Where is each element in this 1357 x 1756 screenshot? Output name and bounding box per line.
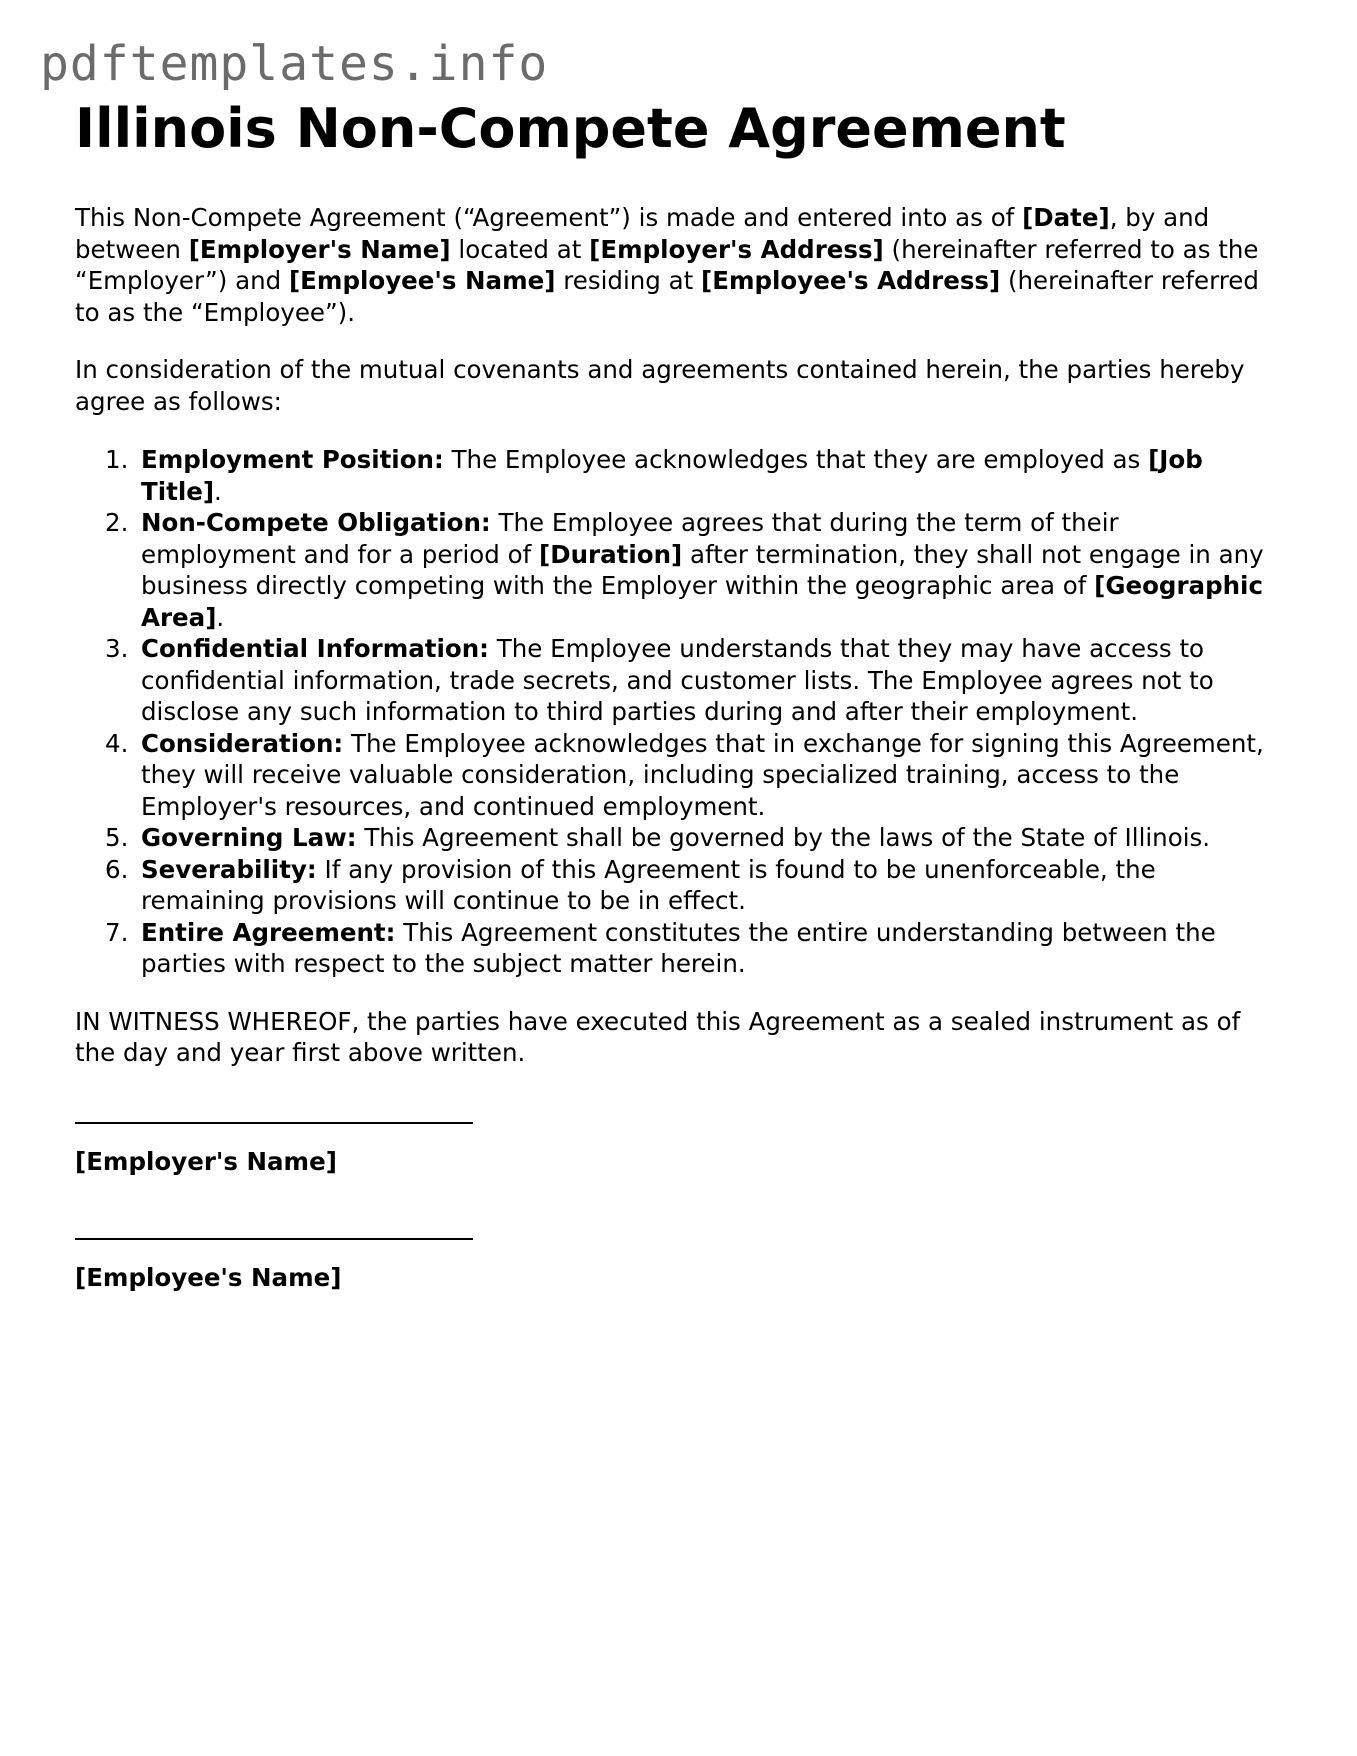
term-heading: Severability:	[141, 854, 317, 884]
term-text: after termination, they shall not engage in any business directly competing with the Employer within the geographic area of	[141, 539, 1264, 600]
term-number: 3.	[105, 634, 129, 663]
term-text: The Employee understands that they may have access to confidential information, trade secrets, and customer lists. The Employee agrees not to disclose any such information to third parties during and after their employment.	[141, 634, 1214, 726]
date-placeholder: [Date]	[1022, 203, 1110, 232]
term-text: .	[216, 602, 225, 632]
employer-name-placeholder: [Employer's Name]	[188, 234, 451, 264]
term-text: The Employee acknowledges that in exchange for signing this Agreement, they will receive valuable consideration, including specialized training, access to the Employer's resources, and continued employment.	[141, 728, 1264, 821]
geographic-area-placeholder: [Geographic Area]	[141, 571, 1263, 632]
term-heading: Entire Agreement:	[141, 917, 396, 947]
term-heading: Consideration:	[141, 728, 344, 758]
term-heading: Governing Law:	[141, 823, 357, 852]
intro-text: This Non-Compete Agreement (“Agreement”) is made and entered into as of	[75, 203, 1023, 232]
document	[75, 96, 1275, 1294]
employer-address-placeholder: [Employer's Address]	[589, 234, 884, 264]
duration-placeholder: [Duration]	[539, 539, 683, 569]
job-title-placeholder: [Job Title]	[141, 445, 1203, 506]
term-text: This Agreement constitutes the entire understanding between the parties with respect to the subject matter herein.	[141, 917, 1216, 978]
intro-text: (hereinafter referred to as the “Employee”).	[75, 266, 1259, 327]
term-number: 4.	[105, 728, 129, 758]
intro-text: residing at	[555, 266, 702, 295]
terms-list	[75, 444, 1275, 980]
intro-paragraph	[75, 202, 1275, 328]
term-governing-law	[105, 822, 1275, 854]
intro-text: located at	[450, 234, 590, 264]
term-heading: Non-Compete Obligation:	[141, 508, 491, 537]
employee-signature-line	[75, 1238, 473, 1240]
lead-paragraph: In consideration of the mutual covenants and agreements contained herein, the parties hereby agree as follows:	[75, 355, 1245, 416]
term-number: 1.	[105, 445, 129, 474]
term-text: The Employee acknowledges that they are employed as	[443, 445, 1149, 474]
employer-signature-name: [Employer's Name]	[75, 1146, 337, 1176]
term-number: 7.	[105, 917, 129, 947]
term-employment-position	[105, 444, 1275, 507]
employee-name-placeholder: [Employee's Name]	[288, 266, 556, 295]
term-number: 2.	[105, 508, 129, 537]
intro-text: , by and between	[75, 203, 1210, 264]
employer-signature-line	[75, 1122, 473, 1124]
document-title: Illinois Non-Compete Agreement	[75, 97, 1066, 160]
term-text: .	[214, 476, 222, 506]
term-text: The Employee agrees that during the term of their employment and for a period of	[141, 508, 1119, 569]
term-heading: Employment Position:	[141, 445, 444, 474]
term-entire-agreement	[105, 917, 1275, 980]
intro-text: (hereinafter referred to as the “Employer”) and	[75, 234, 1259, 295]
employee-address-placeholder: [Employee's Address]	[701, 266, 1001, 295]
employee-signature-name: [Employee's Name]	[75, 1263, 342, 1292]
term-consideration	[105, 728, 1275, 823]
term-number: 6.	[105, 854, 129, 884]
term-confidential-information	[105, 633, 1275, 728]
witness-paragraph: IN WITNESS WHEREOF, the parties have executed this Agreement as a sealed instrument as of the day and year first above written.	[75, 1006, 1241, 1067]
term-severability	[105, 854, 1275, 917]
term-number: 5.	[105, 823, 129, 852]
term-text: If any provision of this Agreement is found to be unenforceable, the remaining provisions will continue to be in effect.	[141, 854, 1156, 915]
watermark: pdftemplates.info	[40, 36, 549, 92]
term-non-compete-obligation	[105, 507, 1275, 633]
term-heading: Confidential Information:	[141, 634, 489, 663]
term-text: This Agreement shall be governed by the laws of the State of Illinois.	[356, 823, 1211, 852]
